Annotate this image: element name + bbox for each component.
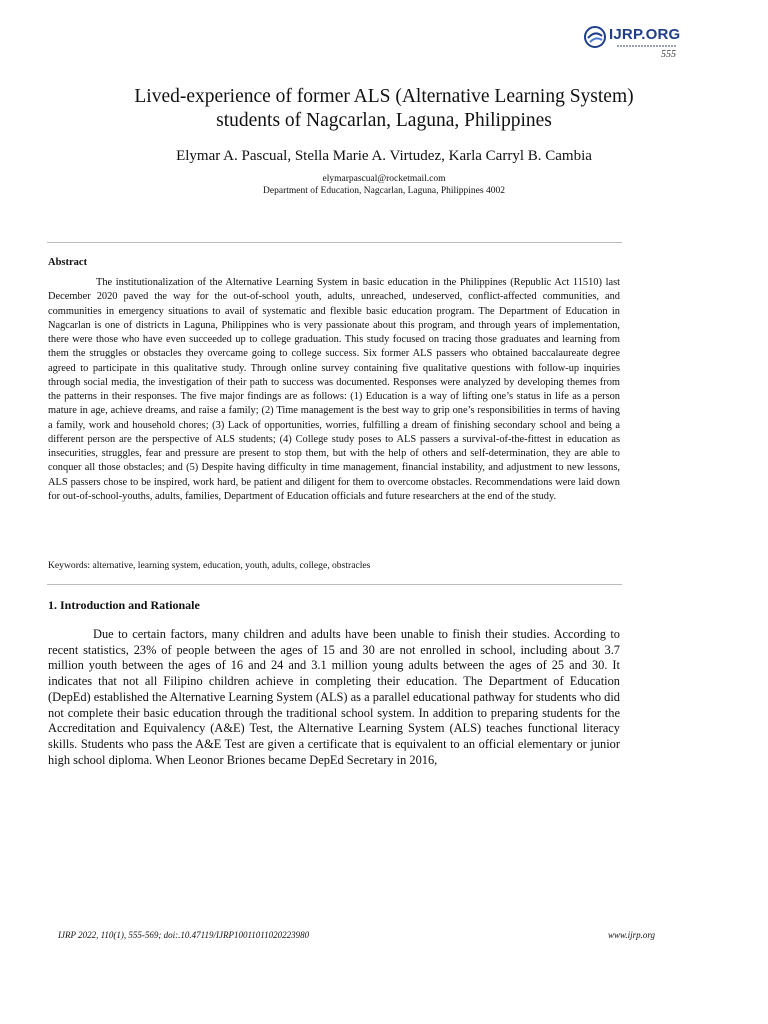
keywords: Keywords: alternative, learning system, education, youth, adults, college, obstracles [48,560,371,571]
author-email: elymarpascual@rocketmail.com [322,174,446,184]
footer-website: www.ijrp.org [608,930,656,940]
page-number: 555 [661,49,676,60]
footer-citation: IJRP 2022, 110(1), 555-569; doi:.10.47119/IJRP1001101102022398​0 [58,930,310,940]
title-line-1: Lived-experience of former ALS (Alternative Learning System) [134,86,634,107]
logo-text: IJRP.ORG [609,26,681,43]
title-line-2: students of Nagcarlan, Laguna, Philippines [216,110,552,131]
section-heading: 1. Introduction and Rationale [48,598,200,612]
journal-logo [584,24,694,50]
divider-bottom [47,584,622,585]
globe-logo-icon [584,26,606,48]
introduction-text: Due to certain factors, many children and adults have been unable to finish their studies. According to recent statistics, 23% of people between the ages of 15 and 30 are not enrolled in school, including about 3.7 million youth between the ages of 16 and 24 and 3.1 million young adults between the ages of 25 and 30. It indicates that not all Filipino children achieve in completing their education. The Department of Education (DepEd) established the Alternative Learning System (ALS) as a parallel educational pathway for students who did not complete their basic education through the traditional school system. In addition to preparing students for the Accreditation and Equivalency (A&E) Test, the Alternative Learning System (ALS) teaches functional literacy skills. Students who pass the A&E Test are given a certificate that is equivalent to an official elementary or junior high school diploma. When Leonor Briones became DepEd Secretary in 2016, [48,627,620,767]
logo-tagline [617,45,677,47]
author-affiliation: Department of Education, Nagcarlan, Laguna, Philippines 4002 [263,186,505,196]
paper-title [0,85,768,133]
author-list: Elymar A. Pascual, Stella Marie A. Virtudez, Karla Carryl B. Cambia [176,148,592,164]
abstract-text: The institutionalization of the Alternative Learning System in basic education in the Philippines (Republic Act 11510) last December 2020 paved the way for the out-of-school youth, adults, unreached, undeserved, conflict-affected communities, and communities in emergency situations to avail of systematic and flexible basic education program. The Department of Education in Nagcarlan is one of districts in Laguna, Philippines who is very passionate about this program, and through years of implementation, there were those who have even succeeded up to college graduation. This study focused on tracing those graduates and learning from them the struggles or obstacles they overcame going to college success. Six former ALS passers who obtained baccalaureate degree agreed to participate in this qualitative study. Through online survey containing five qualitative questions with follow-up inquiries through social media, the investigation of their path to success was documented. Responses were analyzed by developing themes from the patterns in their responses. The five major findings are as follows: (1) Education is a way of lifting one’s status in life as a person mature in age, achieve dreams, and raise a family; (2) Time management is the best way to grip one’s responsibilities in terms of having a family, work and household chores; (3) Lack of opportunities, worries, fulfilling a dream of finishing secondary school and being a different person are the perspective of ALS students; (4) College study poses to ALS passers a survival-of-the-fittest in education as insecurities, struggles, fear and pressure are present to stop them, but with the help of others and self-determination, they are able to conquer all those obstacles; and (5) Despite having difficulty in time management, financial instability, and adjustment to new lessons, ALS passers chose to be inspired, work hard, be patient and diligent for them to overcome obstacles. Recommendations were laid down for out-of-school-youths, adults, families, Department of Education officials and future researchers at the end of the study. [48,277,620,502]
abstract-heading: Abstract [48,257,88,268]
divider-top [47,242,622,243]
